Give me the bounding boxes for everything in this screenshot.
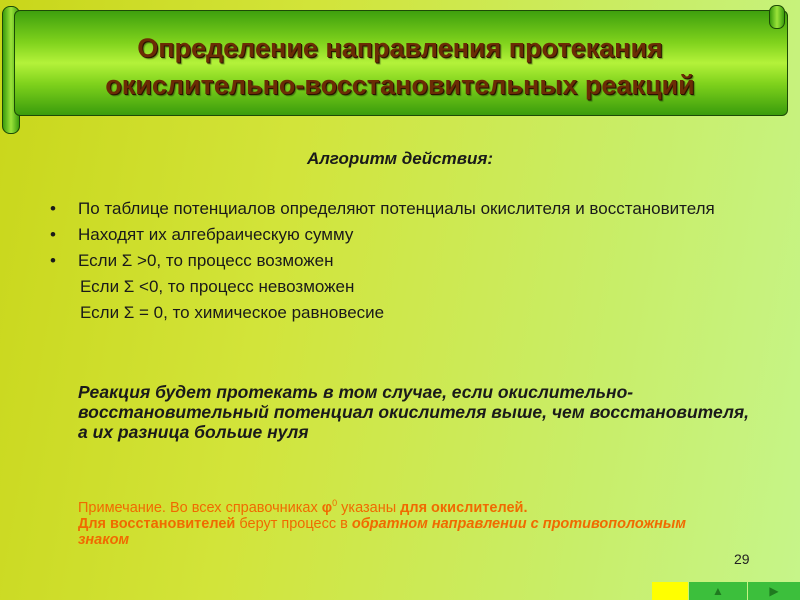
- note-bold: для окислителей.: [400, 499, 528, 516]
- subtitle: Алгоритм действия:: [306, 149, 494, 168]
- slide-number: 29: [734, 551, 750, 567]
- up-arrow-icon: ▲: [712, 584, 724, 598]
- nav-next-button[interactable]: [748, 582, 800, 600]
- next-arrow-icon: ▶: [769, 584, 779, 598]
- note-bold: Для восстановителей: [78, 515, 236, 532]
- note-bold-italic: обратном направлении с противоположным знаком: [78, 515, 687, 548]
- phi-symbol: φ: [321, 499, 333, 516]
- note-text: Примечание. Во всех справочниках: [78, 499, 322, 516]
- list-item: • По таблице потенциалов определяют потенциалы окислителя и восстановителя: [48, 199, 768, 219]
- list-item: • Находят их алгебраическую сумму: [48, 225, 768, 245]
- nav-home-button[interactable]: [689, 582, 747, 600]
- list-item: • Если Σ >0, то процесс возможен: [48, 251, 768, 271]
- phi-superscript: 0: [332, 498, 338, 508]
- note-text: указаны: [337, 499, 401, 516]
- title-line-1: Определение направления протекания: [137, 33, 663, 63]
- list-subline: Если Σ <0, то процесс невозможен: [80, 277, 355, 296]
- reaction-condition: Реакция будет протекать в том случае, если окислительно-восстановительный потенциал окислителя выше, чем восстановителя, а их разница больше нуля: [78, 382, 750, 442]
- title-line-2: окислительно-восстановительных реакций: [105, 70, 695, 100]
- algorithm-list: [48, 199, 768, 329]
- list-subline: Если Σ = 0, то химическое равновесие: [80, 303, 385, 322]
- note-text: берут процесс в: [235, 515, 352, 532]
- note: [78, 495, 698, 548]
- slide-title: [20, 30, 780, 104]
- nav-blank-button[interactable]: [652, 582, 688, 600]
- scroll-roll-right: [769, 5, 785, 29]
